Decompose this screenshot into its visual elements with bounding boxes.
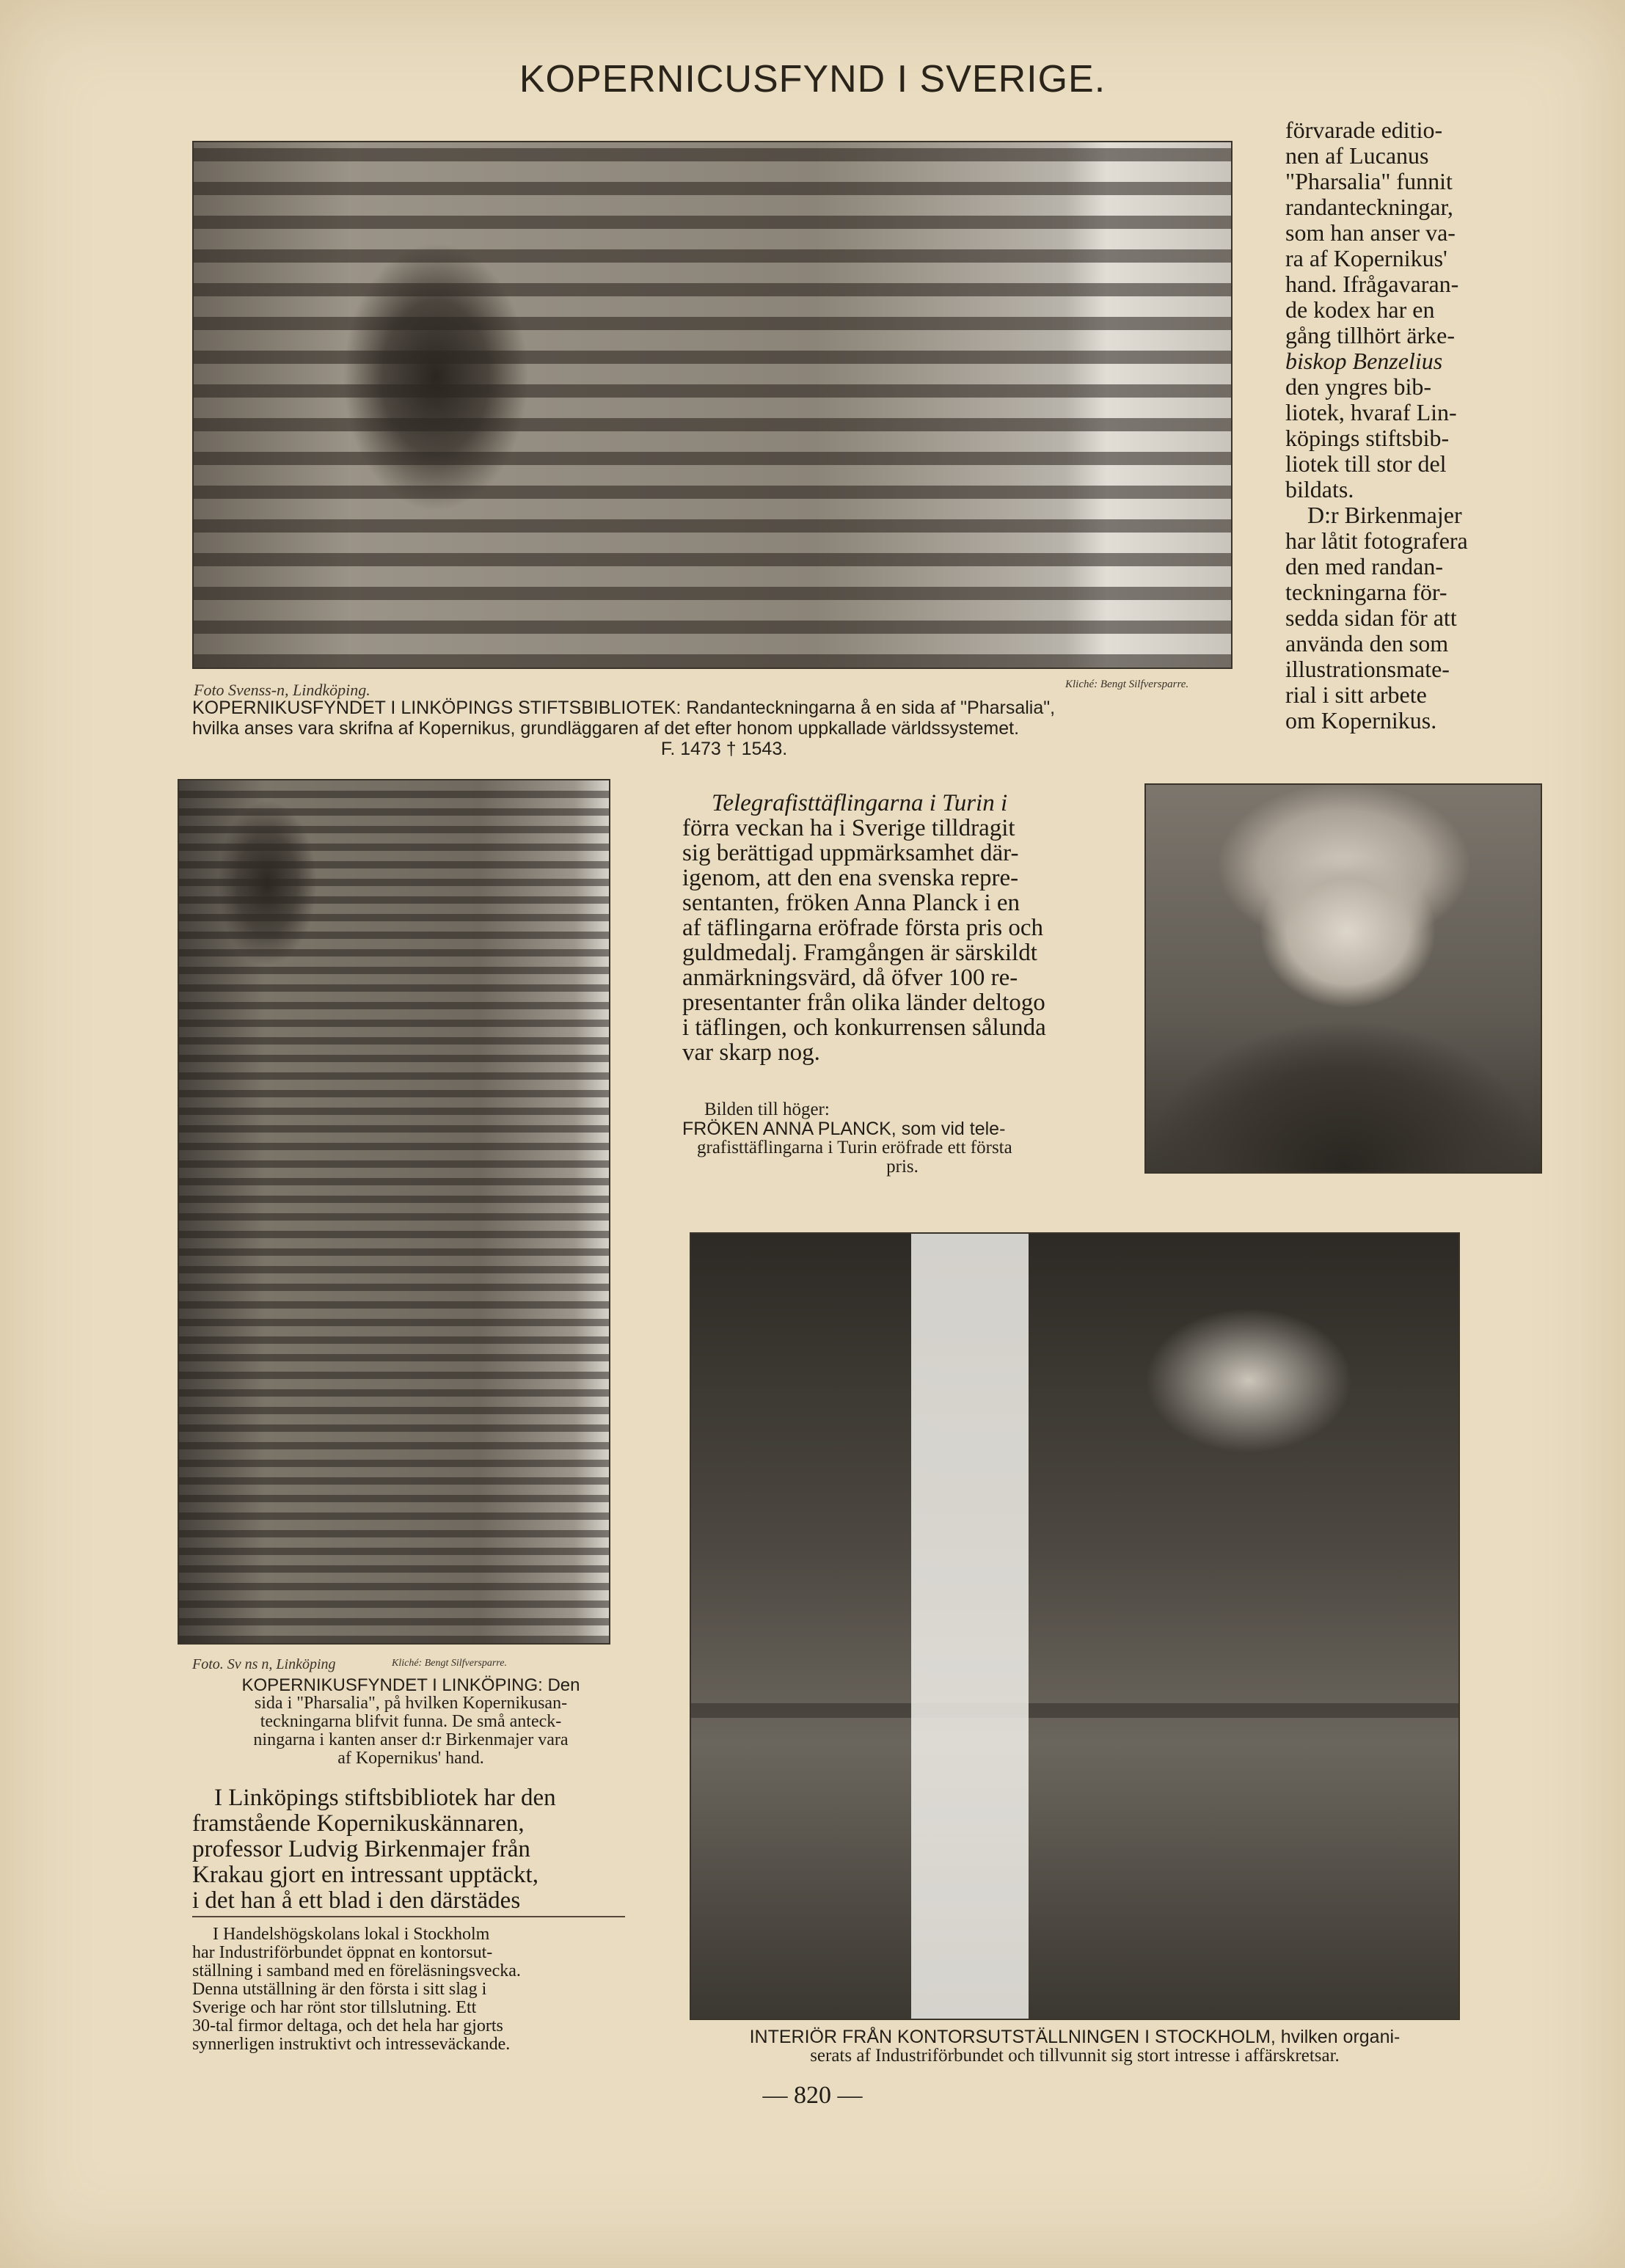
telegraph-line: sig berättigad uppmärksamhet där- <box>682 840 1019 866</box>
telegraph-line: sentanten, fröken Anna Planck i en <box>682 890 1020 916</box>
footnote-line: 30-tal firmor deltaga, och det hela har gjorts <box>192 2016 503 2035</box>
right-column-line: ra af Kopernikus' <box>1285 245 1447 271</box>
footnote-line: I Handelshögskolans lokal i Stockholm <box>213 1925 490 1944</box>
photo-credit: Foto Svenss-n, Lindköping. <box>194 681 370 699</box>
left-article-line: professor Ludvig Birkenmajer från <box>192 1836 530 1862</box>
figure1-caption-line2: hvilka anses vara skrifna af Kopernikus, grundläggaren af det efter honom uppkallade världssystemet. <box>192 718 1020 739</box>
left-article-line: framstående Kopernikuskännaren, <box>192 1810 525 1837</box>
telegraph-line: presentanter från olika länder deltogo <box>682 989 1045 1016</box>
right-column-line: "Pharsalia" funnit <box>1285 168 1453 194</box>
right-column-line: nen af Lucanus <box>1285 142 1429 169</box>
interior-caption-line: serats af Industriförbundet och tillvunnit sig stort intresse i affärskretsar. <box>810 2046 1340 2066</box>
portrait-caption-line: pris. <box>886 1157 919 1177</box>
figure2-caption-line: sida i "Pharsalia", på hvilken Kopernikusan- <box>254 1694 568 1713</box>
right-column-line: den yngres bib- <box>1285 373 1432 400</box>
right-column-line: som han anser va- <box>1285 219 1456 246</box>
figure2-caption-line: teckningarna blifvit funna. De små anteck- <box>260 1712 562 1731</box>
footnote-line: ställning i samband med en föreläsningsvecka. <box>192 1961 521 1980</box>
figure2-caption-line: ningarna i kanten anser d:r Birkenmajer vara <box>253 1730 569 1749</box>
page-number: — 820 — <box>762 2082 863 2109</box>
cliche-credit: Kliché: Bengt Silfversparre. <box>1065 678 1189 690</box>
telegraph-line: guldmedalj. Framgången är särskildt <box>682 940 1037 966</box>
right-column-line: randanteckningar, <box>1285 194 1453 220</box>
manuscript-photo-tall <box>178 779 610 1645</box>
footnote-line: Denna utställning är den första i sitt slag i <box>192 1980 487 1999</box>
right-column-text <box>1285 117 1476 734</box>
right-column-line: bildats. <box>1285 476 1354 502</box>
left-article <box>192 1785 625 1914</box>
telegraph-line: af täflingarna eröfrade första pris och <box>682 915 1044 941</box>
figure2-caption-line: KOPERNIKUSFYNDET I LINKÖPING: Den <box>241 1675 580 1695</box>
right-column-line: liotek till stor del <box>1285 450 1447 477</box>
right-column-line: gång tillhört ärke- <box>1285 322 1456 348</box>
right-column-line: liotek, hvaraf Lin- <box>1285 399 1457 425</box>
cliche-credit: Kliché: Bengt Silfversparre. <box>392 1658 507 1669</box>
right-column-line: sedda sidan för att <box>1285 604 1457 631</box>
interior-caption <box>675 2027 1475 2066</box>
footnote-line: synnerligen instruktivt och intresseväckande. <box>192 2035 511 2054</box>
left-article-line: Krakau gjort en intressant upptäckt, <box>192 1862 538 1888</box>
right-column-line: biskop Benzelius <box>1285 348 1443 374</box>
figure1-caption-line3: F. 1473 † 1543. <box>660 739 788 759</box>
figure2-caption <box>183 1676 638 1768</box>
portrait-caption-line: grafisttäflingarna i Turin eröfrade ett första <box>697 1138 1012 1157</box>
portrait-caption-line: Bilden till höger: <box>704 1100 830 1119</box>
right-column-line: om Kopernikus. <box>1285 707 1437 734</box>
manuscript-photo-large <box>192 141 1233 669</box>
right-column-line: hand. Ifrågavaran- <box>1285 271 1459 297</box>
footnote-line: Sverige och har rönt stor tillslutning. Ett <box>192 1998 477 2017</box>
telegraph-line: Telegrafisttäflingarna i Turin i <box>712 790 1008 816</box>
right-column-line: har låtit fotografera <box>1285 527 1468 554</box>
figure1-caption-line1: KOPERNIKUSFYNDET I LINKÖPINGS STIFTSBIBLIOTEK: Randanteckningarna å en sida af "Pharsalia", <box>192 698 1056 718</box>
page-title: KOPERNICUSFYND I SVERIGE. <box>519 58 1106 100</box>
telegraph-line: var skarp nog. <box>682 1039 820 1066</box>
right-column-line: den med randan- <box>1285 553 1444 579</box>
figure2-caption-line: af Kopernikus' hand. <box>337 1749 484 1768</box>
telegraph-line: förra veckan ha i Sverige tilldragit <box>682 815 1015 841</box>
divider <box>192 1916 625 1917</box>
right-column-line: använda den som <box>1285 630 1449 656</box>
right-column-line: teckningarna för- <box>1285 579 1447 605</box>
right-column-line: köpings stiftsbib- <box>1285 425 1450 451</box>
exhibition-interior-photo <box>690 1232 1460 2020</box>
portrait-caption <box>682 1100 1122 1177</box>
right-column-line: rial i sitt arbete <box>1285 681 1427 708</box>
right-column-line: illustrationsmate- <box>1285 656 1450 682</box>
photo-credit: Foto. Sv ns n, Linköping <box>192 1656 336 1672</box>
telegraph-line: igenom, att den ena svenska repre- <box>682 865 1019 891</box>
telegraph-line: anmärkningsvärd, då öfver 100 re- <box>682 965 1018 991</box>
telegraph-article <box>682 791 1130 1065</box>
interior-caption-line: INTERIÖR FRÅN KONTORSUTSTÄLLNINGEN I STOCKHOLM, hvilken organi- <box>749 2027 1401 2047</box>
footnote-line: har Industriförbundet öppnat en kontorsut- <box>192 1943 493 1962</box>
right-column-line: D:r Birkenmajer <box>1307 502 1462 528</box>
footnote <box>192 1925 632 2054</box>
right-column-line: förvarade editio- <box>1285 117 1443 143</box>
telegraph-line: i täflingen, och konkurrensen sålunda <box>682 1014 1046 1041</box>
portrait-photo <box>1144 783 1542 1174</box>
left-article-line: i det han å ett blad i den därstädes <box>192 1887 521 1914</box>
left-article-line: I Linköpings stiftsbibliotek har den <box>214 1785 556 1811</box>
portrait-caption-line: FRÖKEN ANNA PLANCK, som vid tele- <box>682 1119 1006 1139</box>
right-column-line: de kodex har en <box>1285 296 1435 323</box>
